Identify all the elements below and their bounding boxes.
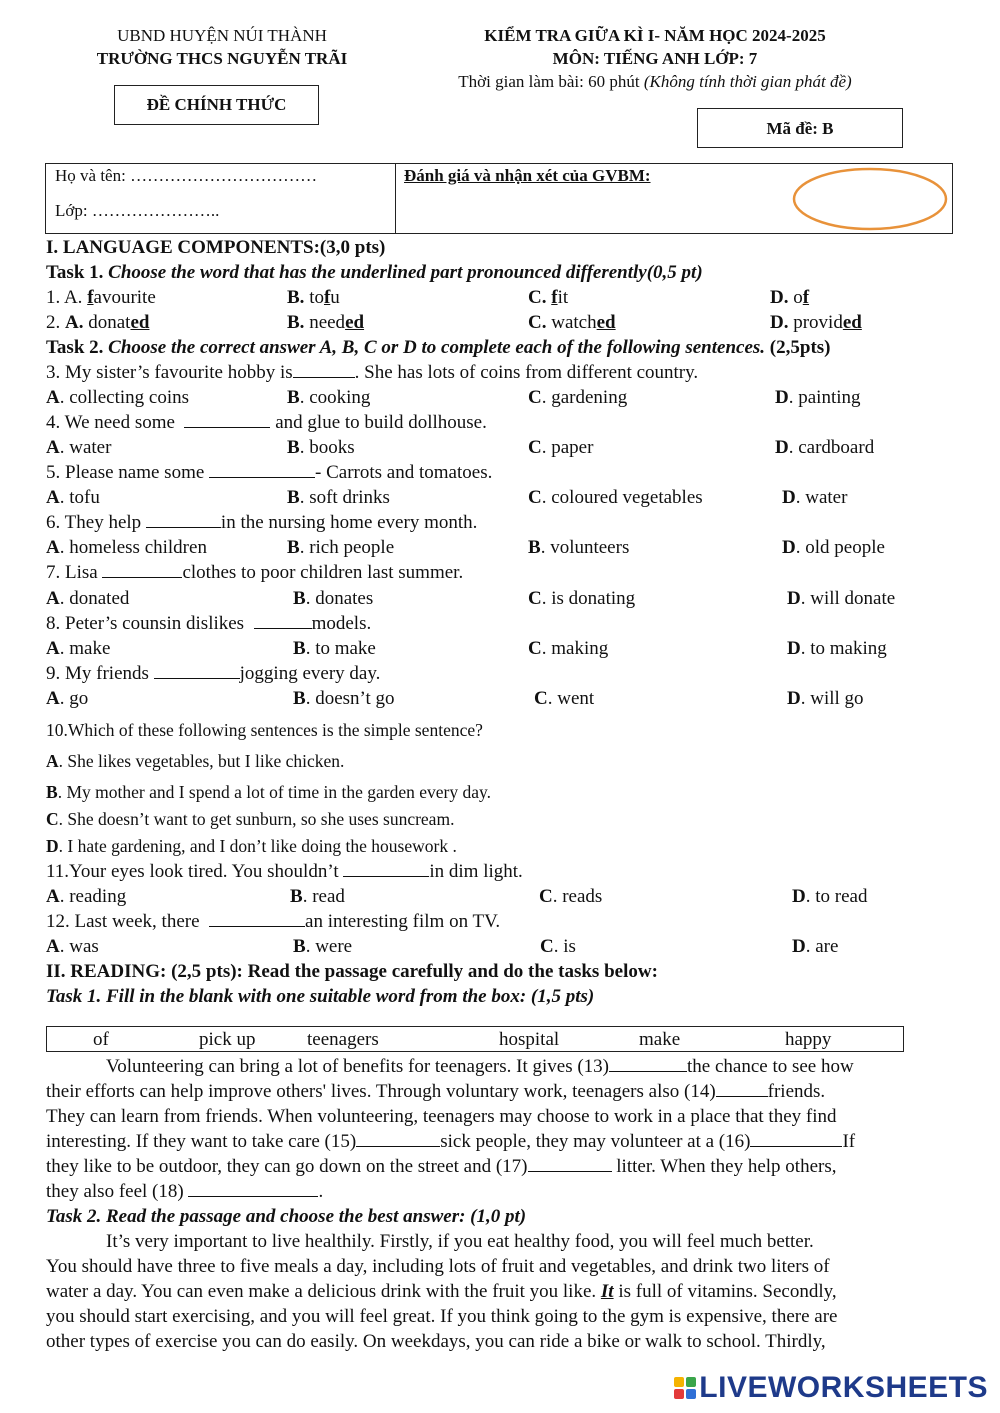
q5-option-c[interactable]: C. coloured vegetables (528, 487, 703, 508)
word-box-item: make (639, 1029, 681, 1050)
student-class-field[interactable]: Lớp: ………………….. (55, 201, 220, 220)
q2-option-d[interactable]: D. provided (770, 312, 862, 333)
passage1-line4: interesting. If they want to take care (15) sick people, they may volunteer at a (16) If (46, 1131, 856, 1152)
q12-option-b[interactable]: B. were (293, 936, 353, 957)
q4-option-c[interactable]: C. paper (528, 437, 594, 458)
q7-option-b[interactable]: B. donates (293, 588, 374, 609)
q9-option-a[interactable]: A. go (46, 688, 89, 709)
official-label: ĐỀ CHÍNH THỨC (146, 95, 287, 114)
word-box-item: happy (785, 1029, 832, 1050)
blank-15[interactable] (356, 1129, 440, 1147)
liveworksheets-logo[interactable] (674, 1371, 988, 1405)
table-divider (395, 164, 396, 233)
word-box (46, 1026, 904, 1052)
q4-option-d[interactable]: D. cardboard (775, 437, 875, 458)
q11-option-b[interactable]: B. read (290, 886, 345, 907)
q5-blank[interactable] (209, 460, 315, 478)
q9-option-c[interactable]: C. went (534, 688, 595, 709)
task1-text: Choose the word that has the underlined part pronounced differently (108, 262, 647, 283)
reading-task2-heading: Task 2. Read the passage and choose the best answer: (1,0 pt) (46, 1206, 527, 1227)
q3-option-d[interactable]: D. painting (775, 387, 861, 408)
q6-option-a[interactable]: A. homeless children (46, 537, 207, 558)
teacher-comment-label: Đánh giá và nhận xét của GVBM: (404, 166, 651, 185)
q8-option-d[interactable]: D. to making (787, 638, 887, 659)
q9-blank[interactable] (154, 661, 240, 679)
task2-lead: Task 2. (46, 337, 104, 358)
q12-stem: 12. Last week, there an interesting film on TV. (46, 911, 501, 932)
q12-option-a[interactable]: A. was (46, 936, 99, 957)
q6-option-d[interactable]: D. old people (782, 537, 885, 558)
q11-option-d[interactable]: D. to read (792, 886, 868, 907)
q2-option-c[interactable]: C. watched (528, 312, 616, 333)
q4-option-a[interactable]: A. water (46, 437, 112, 458)
q8-option-b[interactable]: B. to make (293, 638, 376, 659)
liveworksheets-logo-icon (674, 1377, 696, 1399)
q1-option-d[interactable]: D. of (770, 287, 810, 308)
word-box-item: hospital (499, 1029, 560, 1050)
q9-stem: 9. My friends jogging every day. (46, 663, 381, 684)
q7-blank[interactable] (102, 560, 182, 578)
q12-blank[interactable] (209, 909, 305, 927)
time-text: Thời gian làm bài: 60 phút (458, 72, 640, 91)
task1-points: (0,5 pt) (646, 262, 703, 283)
q8-option-c[interactable]: C. making (528, 638, 609, 659)
q10-option-c[interactable]: C. She doesn’t want to get sunburn, so she uses suncream. (46, 809, 455, 829)
passage1-line3: They can learn from friends. When volunteering, teenagers may choose to work in a place that they find (46, 1106, 837, 1127)
time-note: (Không tính thời gian phát đề) (643, 72, 852, 91)
q10-stem: 10.Which of these following sentences is the simple sentence? (46, 720, 483, 740)
q5-option-d[interactable]: D. water (782, 487, 848, 508)
section1-title: I. LANGUAGE COMPONENTS:(3,0 pts) (46, 237, 386, 258)
blank-18[interactable] (188, 1179, 318, 1197)
student-name-field[interactable]: Họ và tên: …………………………… (55, 166, 318, 185)
exam-time (410, 72, 900, 92)
q11-option-a[interactable]: A. reading (46, 886, 127, 907)
q11-option-c[interactable]: C. reads (539, 886, 603, 907)
section2-title: II. READING: (2,5 pts): Read the passage carefully and do the tasks below: (46, 961, 658, 982)
q7-option-d[interactable]: D. will donate (787, 588, 896, 609)
word-box-item: pick up (199, 1029, 256, 1050)
q8-option-a[interactable]: A. make (46, 638, 111, 659)
q7-option-c[interactable]: C. is donating (528, 588, 636, 609)
q10-option-d[interactable]: D. I hate gardening, and I don’t like doing the housework . (46, 836, 457, 856)
q5-option-a[interactable]: A. tofu (46, 487, 100, 508)
passage1-line1: Volunteering can bring a lot of benefits for teenagers. It gives (13) the chance to see how (106, 1056, 854, 1077)
exam-title: KIỂM TRA GIỮA KÌ I- NĂM HỌC 2024-2025 (484, 26, 826, 45)
q12-option-c[interactable]: C. is (540, 936, 576, 957)
q12-option-d[interactable]: D. are (792, 936, 839, 957)
task2-text: Choose the correct answer A, B, C or D to complete each of the following sentences. (108, 337, 766, 358)
reading-task1-heading: Task 1. Fill in the blank with one suitable word from the box: (1,5 pts) (46, 986, 595, 1007)
q6-stem: 6. They help in the nursing home every month. (46, 512, 478, 533)
q9-option-b[interactable]: B. doesn’t go (293, 688, 395, 709)
exam-code: Mã đề: B (766, 119, 834, 138)
student-info-table (45, 163, 953, 234)
passage2-line1: It’s very important to live healthily. Firstly, if you eat healthy food, you will feel much better. (106, 1231, 814, 1252)
q5-stem: 5. Please name some - Carrots and tomatoes. (46, 462, 493, 483)
q4-blank[interactable] (184, 410, 270, 428)
q11-blank[interactable] (343, 859, 429, 877)
task1-lead: Task 1. (46, 262, 104, 283)
blank-14[interactable] (716, 1079, 768, 1097)
task2-points: (2,5pts) (769, 337, 831, 358)
q8-blank[interactable] (254, 611, 312, 629)
passage2-line4: you should start exercising, and you will feel great. If you think going to the gym is expensive, there are (46, 1306, 838, 1327)
q2-num: 2. A. donated (46, 312, 150, 333)
q4-option-b[interactable]: B. books (287, 437, 355, 458)
passage1-line5: they like to be outdoor, they can go down on the street and (17) litter. When they help others, (46, 1156, 837, 1177)
word-box-item: teenagers (307, 1029, 379, 1050)
q7-option-a[interactable]: A. donated (46, 588, 130, 609)
q1-option-c[interactable]: C. fit (528, 287, 569, 308)
q2-option-b[interactable]: B. needed (287, 312, 365, 333)
district-name: UBND HUYỆN NÚI THÀNH (117, 26, 327, 45)
passage2-it-reference: It (600, 1281, 614, 1302)
q4-stem: 4. We need some and glue to build dollhouse. (46, 412, 487, 433)
q1-num: 1. A. favourite (46, 287, 156, 308)
q10-option-b[interactable]: B. My mother and I spend a lot of time in the garden every day. (46, 782, 492, 802)
task1-heading (46, 260, 703, 285)
q6-option-c[interactable]: B. volunteers (528, 537, 630, 558)
passage2-line3: water a day. You can even make a delicious drink with the fruit you like. It is full of vitamins. Secondly, (46, 1281, 837, 1302)
score-oval (791, 166, 951, 232)
school-name: TRƯỜNG THCS NGUYỄN TRÃI (96, 49, 348, 68)
passage2-line5: other types of exercise you can do easily. On weekdays, you can ride a bike or walk to school. Thirdly, (46, 1331, 826, 1352)
q3-option-b[interactable]: B. cooking (287, 387, 371, 408)
q5-option-b[interactable]: B. soft drinks (287, 487, 390, 508)
blank-17[interactable] (528, 1154, 612, 1172)
passage2-line2: You should have three to five meals a day, including lots of fruit and vegetables, and drink two liters of (46, 1256, 830, 1277)
q11-stem: 11.Your eyes look tired. You shouldn’t in dim light. (46, 861, 523, 882)
code-box (697, 108, 903, 148)
q1-option-b[interactable]: B. tofu (287, 287, 340, 308)
q9-option-d[interactable]: D. will go (787, 688, 864, 709)
word-box-item: of (93, 1029, 109, 1050)
blank-13[interactable] (609, 1054, 687, 1072)
q3-option-c[interactable]: C. gardening (528, 387, 628, 408)
passage1-line2: their efforts can help improve others' lives. Through voluntary work, teenagers also (14) friends. (46, 1081, 826, 1102)
q3-option-a[interactable]: A. collecting coins (46, 387, 190, 408)
passage1-line6: they also feel (18) . (46, 1181, 324, 1202)
task2-heading (46, 335, 831, 360)
q10-option-a[interactable]: A. She likes vegetables, but I like chicken. (46, 751, 345, 771)
exam-subject: MÔN: TIẾNG ANH LỚP: 7 (552, 49, 758, 68)
q3-stem: 3. My sister’s favourite hobby is . She has lots of coins from different country. (46, 362, 699, 383)
liveworksheets-brand: LIVEWORKSHEETS (699, 1371, 988, 1404)
official-box (114, 85, 319, 125)
q7-stem: 7. Lisa clothes to poor children last summer. (46, 562, 464, 583)
q6-blank[interactable] (146, 510, 221, 528)
q8-stem: 8. Peter’s counsin dislikes models. (46, 613, 372, 634)
blank-16[interactable] (750, 1129, 842, 1147)
q3-blank[interactable] (293, 360, 355, 378)
q6-option-b[interactable]: B. rich people (287, 537, 395, 558)
